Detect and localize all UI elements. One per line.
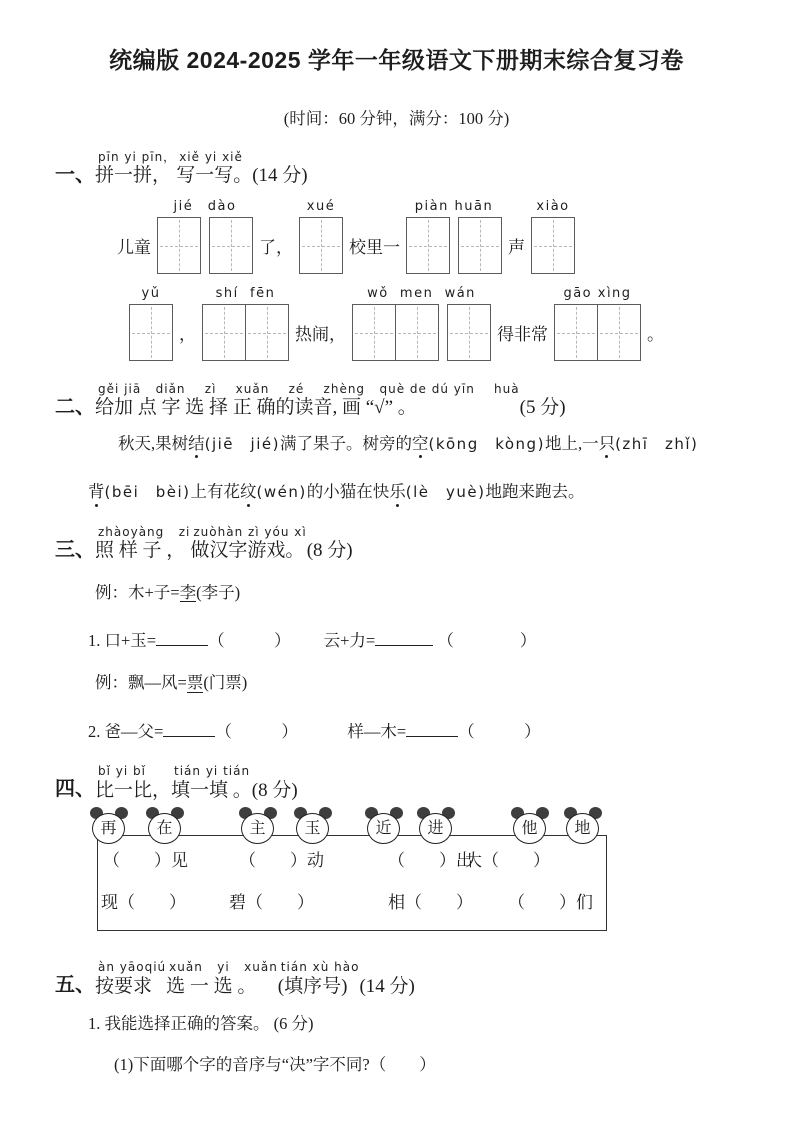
dotted-character: 纹 xyxy=(240,481,257,503)
text-segment: （ ） xyxy=(458,722,541,742)
writing-grid-group xyxy=(406,199,502,274)
answer-slot: 碧（ ） xyxy=(229,893,314,913)
panda-face-character: 再 xyxy=(92,813,125,844)
text-segment: (8 分) xyxy=(306,539,353,561)
tianzige-grid xyxy=(157,217,201,274)
tianzige-cell xyxy=(459,218,501,273)
tianzige-cell xyxy=(210,218,252,273)
text-segment: àn yāoqiú 按要求 xyxy=(95,960,167,997)
dotted-character: 只 xyxy=(599,433,616,455)
panda-bubble xyxy=(419,807,453,845)
writing-grid-group xyxy=(554,286,641,361)
panda-bubble xyxy=(566,807,600,845)
fill-row-text: 了， xyxy=(259,238,293,258)
panda-bubble xyxy=(241,807,275,845)
panda-face-character: 玉 xyxy=(296,813,329,844)
section-3-example-2 xyxy=(95,672,793,694)
text-segment: 五、 xyxy=(55,974,95,997)
text-segment: bǐ yi bǐ 比一比， xyxy=(95,764,172,801)
section-5-item-1-sub-1: (1)下面哪个字的音序与“决”字不同?（ ） xyxy=(114,1054,436,1074)
tianzige-grid xyxy=(406,217,450,274)
tianzige-grid xyxy=(129,304,173,361)
section-2 xyxy=(0,383,793,504)
text-segment: xuǎn yi xuǎn 选 一 选 。 xyxy=(166,960,278,997)
exam-time-score-note: (时间：60 分钟，满分：100 分) xyxy=(283,109,510,128)
text-segment: zuòhàn zì yóu xì 做汉字游戏。 xyxy=(190,524,307,561)
writing-grid-group xyxy=(299,199,343,274)
text-segment: 上有花 xyxy=(190,482,241,502)
text-segment: (李子) xyxy=(196,582,241,602)
pinyin-label: zuòhàn zì yóu xì xyxy=(193,524,307,539)
pinyin-label: piàn huān xyxy=(414,199,494,215)
text-segment: （ ） xyxy=(208,631,291,651)
text-segment: gěi jiā diǎn zì xuǎn zé zhèng què de dú yīn huà 给加 点 字 选 择 正 确的读音, 画 “√” 。 xyxy=(95,382,520,419)
text-segment: 满了果子。树旁的 xyxy=(279,434,412,454)
underlined-character: 李 xyxy=(179,582,197,602)
pinyin-label: xiě yi xiě xyxy=(179,150,243,164)
tianzige-cell xyxy=(532,218,574,273)
text-segment: 三、 xyxy=(55,538,95,561)
tianzige-cell xyxy=(555,305,597,360)
panda-bubble xyxy=(296,807,330,845)
underlined-character: 票 xyxy=(186,673,204,693)
writing-grid-group xyxy=(352,286,491,361)
text-segment: 1. 口+玉= xyxy=(88,631,157,651)
tianzige-cell xyxy=(300,218,342,273)
tianzige-cell xyxy=(407,218,449,273)
section-1-heading xyxy=(55,151,793,187)
inline-pinyin-options: (wén) xyxy=(256,483,307,502)
fill-row-text: 儿童 xyxy=(117,238,151,258)
tianzige-grid xyxy=(447,304,491,361)
fill-row-text: ， xyxy=(179,325,196,345)
pinyin-label: tián yi tián xyxy=(174,764,251,779)
text-segment: (14 分) xyxy=(252,165,308,187)
pinyin-label: bǐ yi bǐ xyxy=(98,764,146,779)
pinyin-writing-row-1 xyxy=(113,199,793,274)
text-segment: (5 分) xyxy=(519,397,566,419)
section-3-heading xyxy=(55,526,793,562)
section-3 xyxy=(0,526,793,744)
answer-blank xyxy=(375,628,433,653)
tianzige-cell xyxy=(353,305,395,360)
section-5-item-1: 1. 我能选择正确的答案。 (6 分) xyxy=(88,1014,314,1034)
text-segment: 秋天,果树 xyxy=(118,434,189,454)
section-2-passage-line-2 xyxy=(88,481,793,503)
tianzige-cell xyxy=(203,305,245,360)
panda-bubble xyxy=(513,807,547,845)
text-segment: 的小猫在快 xyxy=(306,482,390,502)
tianzige-cell xyxy=(597,305,640,360)
section-3-question-2 xyxy=(88,719,793,744)
answer-blank xyxy=(156,628,208,653)
writing-grid-group xyxy=(531,199,575,274)
panda-face-character: 在 xyxy=(148,813,181,844)
inline-pinyin-options: (zhī zhǐ) xyxy=(615,435,699,454)
section-5-heading xyxy=(55,961,793,997)
writing-grid-group xyxy=(157,199,253,274)
pinyin-label: yǔ xyxy=(141,286,161,302)
text-segment: 2. 爸—父= xyxy=(88,722,164,742)
panda-bubble xyxy=(92,807,126,845)
text-segment: （ ） xyxy=(433,631,537,651)
pinyin-label: xuǎn yi xuǎn xyxy=(169,960,278,975)
text-segment: 地跑来跑去。 xyxy=(485,482,585,502)
text-segment: (14 分) xyxy=(359,975,415,997)
dotted-character: 空 xyxy=(412,433,429,455)
answer-blank xyxy=(163,719,215,744)
text-segment: 二、 xyxy=(55,396,95,419)
dotted-character: 结 xyxy=(188,433,205,455)
pinyin-label: àn yāoqiú xyxy=(98,960,167,975)
dotted-character: 背 xyxy=(88,481,105,503)
writing-grid-group xyxy=(202,286,289,361)
text-segment: 样—木= xyxy=(297,722,407,742)
inline-pinyin-options: (lè yuè) xyxy=(405,483,486,502)
pinyin-label: jié dào xyxy=(173,199,237,215)
text-segment: (门票) xyxy=(203,673,248,693)
tianzige-cell xyxy=(158,218,200,273)
fill-row-text: 得非常 xyxy=(497,325,548,345)
pinyin-label: xué xyxy=(306,199,336,215)
text-segment: tián yi tián 填一填 。 xyxy=(171,764,252,801)
tianzige-cell xyxy=(395,305,438,360)
tianzige-grid xyxy=(531,217,575,274)
panda-face-character: 主 xyxy=(241,813,274,844)
text-segment: tián xù hào (填序号) xyxy=(277,960,360,997)
text-segment: 四、 xyxy=(55,778,95,801)
answer-blank xyxy=(406,719,458,744)
section-2-heading xyxy=(55,383,793,419)
answer-slot: （ ）见 xyxy=(103,851,188,871)
panda-face-character: 地 xyxy=(566,813,599,844)
tianzige-grid xyxy=(202,304,289,361)
tianzige-grid xyxy=(554,304,641,361)
pinyin-label: gěi jiā diǎn zì xuǎn zé zhèng què de dú yīn huà xyxy=(98,382,520,397)
answer-slot: 大（ ） xyxy=(465,851,550,871)
fill-row-text: 校里一 xyxy=(349,238,400,258)
inline-pinyin-options: (bēi bèi) xyxy=(104,483,191,502)
text-segment: zhàoyàng zi 照 样 子 ， xyxy=(95,524,191,561)
panda-face-character: 他 xyxy=(513,813,546,844)
section-2-passage-line-1 xyxy=(118,433,793,455)
section-1 xyxy=(0,151,793,361)
answer-slot: 相（ ） xyxy=(388,893,473,913)
text-segment: pīn yi pīn， 拼一拼， xyxy=(95,150,177,187)
section-3-example-1 xyxy=(95,582,793,604)
section-3-question-1 xyxy=(88,628,793,653)
tianzige-cell xyxy=(130,305,172,360)
pinyin-label: xiào xyxy=(536,199,570,215)
pinyin-label: wǒ men wán xyxy=(367,286,476,302)
pinyin-label: zhàoyàng zi xyxy=(98,524,191,539)
dotted-character: 乐 xyxy=(389,481,406,503)
tianzige-grid xyxy=(209,217,253,274)
answer-slot: （ ）动 xyxy=(239,851,324,871)
panda-bubble xyxy=(367,807,401,845)
panda-character-bubbles xyxy=(0,803,793,845)
tianzige-grid xyxy=(458,217,502,274)
fill-row-text: 热闹， xyxy=(295,325,346,345)
panda-face-character: 进 xyxy=(419,813,452,844)
pinyin-label: shí fēn xyxy=(215,286,276,302)
tianzige-grid xyxy=(299,217,343,274)
text-segment: 一、 xyxy=(55,164,95,187)
pinyin-label: tián xù hào xyxy=(280,960,360,975)
pinyin-label: gāo xìng xyxy=(563,286,632,302)
text-segment: 云+力= xyxy=(290,631,376,651)
fill-in-answer-box xyxy=(97,835,607,931)
tianzige-cell xyxy=(448,305,490,360)
text-segment: 地上,一 xyxy=(544,434,599,454)
page-title: 统编版 2024-2025 学年一年级语文下册期末综合复习卷 xyxy=(109,47,684,73)
panda-face-character: 近 xyxy=(367,813,400,844)
tianzige-cell xyxy=(245,305,288,360)
panda-bubble xyxy=(148,807,182,845)
text-segment: (8 分) xyxy=(251,779,298,801)
text-segment: （ ） xyxy=(215,722,298,742)
pinyin-writing-row-2 xyxy=(127,286,793,361)
answer-slot: （ ）们 xyxy=(508,893,593,913)
inline-pinyin-options: (kōng kòng) xyxy=(428,435,545,454)
writing-grid-group xyxy=(129,286,173,361)
text-segment: 例：飘—风= xyxy=(95,673,187,693)
section-4-heading xyxy=(55,765,793,801)
section-5 xyxy=(0,961,793,1076)
fill-row-text: 声 xyxy=(508,238,525,258)
section-4 xyxy=(0,765,793,931)
inline-pinyin-options: (jiē jié) xyxy=(204,435,280,454)
text-segment: 例：木+子= xyxy=(95,582,180,602)
fill-row-text: 。 xyxy=(647,325,664,345)
text-segment: xiě yi xiě 写一写。 xyxy=(176,150,253,187)
answer-slot: （ ）出 xyxy=(388,851,473,871)
tianzige-grid xyxy=(352,304,439,361)
pinyin-label: pīn yi pīn， xyxy=(98,150,177,164)
answer-slot: 现（ ） xyxy=(101,893,186,913)
